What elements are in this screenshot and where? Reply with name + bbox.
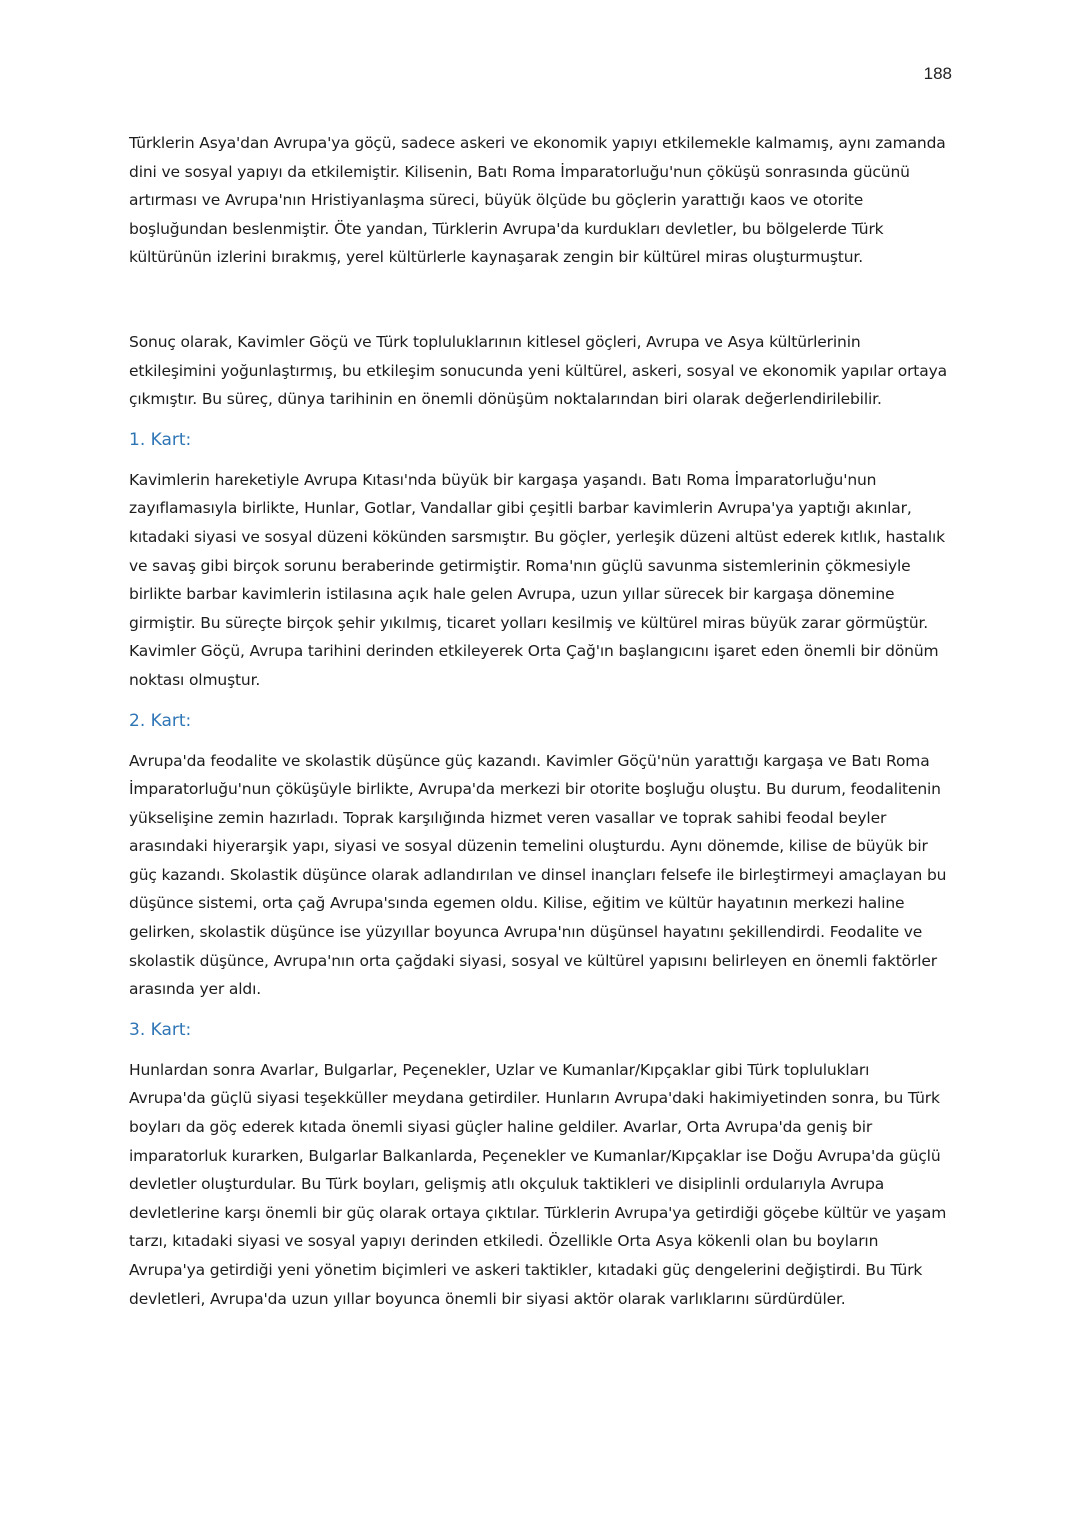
page-number: 188 — [923, 64, 952, 83]
card-heading-3: 3. Kart: — [129, 1019, 192, 1040]
card-text-3: Hunlardan sonra Avarlar, Bulgarlar, Peçenekler, Uzlar ve Kumanlar/Kıpçaklar gibi Türk toplulukları Avrupa'da güçlü siyasi teşekküller meydana getirdiler. Hunların Avrupa'daki hakimiyetinden sonra, bu Türk boyları da göç ederek kıtada önemli siyasi güçler haline geldiler. Avarlar, Orta Avrupa'da geniş bir imparatorluk kurarken, Bulgarlar Balkanlarda, Peçenekler ve Kumanlar/Kıpçaklar ise Doğu Avrupa'da güçlü devletler oluşturdular. Bu Türk boyları, gelişmiş atlı okçuluk taktikleri ve disiplinli ordularıyla Avrupa devletlerine karşı önemli bir güç olarak ortaya çıktılar. Türklerin Avrupa'ya getirdiği göçebe kültür ve yaşam tarzı, kıtadaki siyasi ve sosyal yapıyı derinden etkiledi. Özellikle Orta Asya kökenli olan bu boyların Avrupa'ya getirdiği yeni yönetim biçimleri ve askeri taktikler, kıtadaki güç dengelerini değiştirdi. Bu Türk devletleri, Avrupa'da uzun yıllar boyunca önemli bir siyasi aktör olarak varlıklarını sürdürdüler. — [129, 1060, 947, 1308]
card-heading-2: 2. Kart: — [129, 710, 192, 731]
card-text-1: Kavimlerin hareketiyle Avrupa Kıtası'nda büyük bir kargaşa yaşandı. Batı Roma İmparatorluğu'nun zayıflamasıyla birlikte, Hunlar, Gotlar, Vandallar gibi çeşitli barbar kavimlerin Avrupa'ya yaptığı akınlar, kıtadaki siyasi ve sosyal düzeni kökünden sarsmıştır. Bu göçler, yerleşik düzeni altüst ederek kıtlık, hastalık ve savaş gibi birçok sorunu beraberinde getirmiştir. Roma'nın güçlü savunma sistemlerinin çökmesiyle birlikte barbar kavimlerin istilasına açık hale gelen Avrupa, uzun yıllar sürecek bir kargaşa dönemine girmiştir. Bu süreçte birçok şehir yıkılmış, ticaret yolları kesilmiş ve kültürel miras büyük zarar görmüştür. Kavimler Göçü, Avrupa tarihini derinden etkileyerek Orta Çağ'ın başlangıcını işaret eden önemli bir dönüm noktası olmuştur. — [129, 470, 945, 689]
conclusion-paragraph: Sonuç olarak, Kavimler Göçü ve Türk topluluklarının kitlesel göçleri, Avrupa ve Asya kültürlerinin etkileşimini yoğunlaştırmış, bu etkileşim sonucunda yeni kültürel, askeri, sosyal ve ekonomik yapılar ortaya çıkmıştır. Bu süreç, dünya tarihinin en önemli dönüşüm noktalarından biri olarak değerlendirilebilir. — [129, 332, 947, 409]
intro-paragraph: Türklerin Asya'dan Avrupa'ya göçü, sadece askeri ve ekonomik yapıyı etkilemekle kalmamış, aynı zamanda dini ve sosyal yapıyı da etkilemiştir. Kilisenin, Batı Roma İmparatorluğu'nun çöküşü sonrasında gücünü artırması ve Avrupa'nın Hristiyanlaşma süreci, büyük ölçüde bu göçlerin yarattığı kaos ve otorite boşluğundan beslenmiştir. Öte yandan, Türklerin Avrupa'da kurdukları devletler, bu bölgelerde Türk kültürünün izlerini bırakmış, yerel kültürlerle kaynaşarak zengin bir kültürel miras oluşturmuştur. — [129, 134, 946, 267]
card-section-3 — [129, 1018, 949, 1313]
document-body — [129, 129, 949, 1313]
card-text-2: Avrupa'da feodalite ve skolastik düşünce güç kazandı. Kavimler Göçü'nün yarattığı kargaşa ve Batı Roma İmparatorluğu'nun çöküşüyle birlikte, Avrupa'da merkezi bir otorite boşluğu oluştu. Bu durum, feodalitenin yükselişine zemin hazırladı. Toprak karşılığında hizmet veren vasallar ve toprak sahibi feodal beyler arasındaki hiyerarşik yapı, siyasi ve sosyal düzenin temelini oluşturdu. Aynı dönemde, kilise de büyük bir güç kazandı. Skolastik düşünce olarak adlandırılan ve dinsel inançları felsefe ile birleştirmeyi amaçlayan bu düşünce sistemi, orta çağ Avrupa'sında egemen oldu. Kilise, eğitim ve kültür hayatının merkezi haline gelirken, skolastik düşünce ise yüzyıllar boyunca Avrupa'nın düşünsel hayatını şekillendirdi. Feodalite ve skolastik düşünce, Avrupa'nın orta çağdaki siyasi, sosyal ve kültürel yapısını belirleyen en önemli faktörler arasında yer aldı. — [129, 751, 947, 999]
card-section-1 — [129, 428, 949, 695]
paragraph-spacer — [129, 272, 949, 328]
card-heading-1: 1. Kart: — [129, 429, 192, 450]
card-section-2 — [129, 709, 949, 1004]
